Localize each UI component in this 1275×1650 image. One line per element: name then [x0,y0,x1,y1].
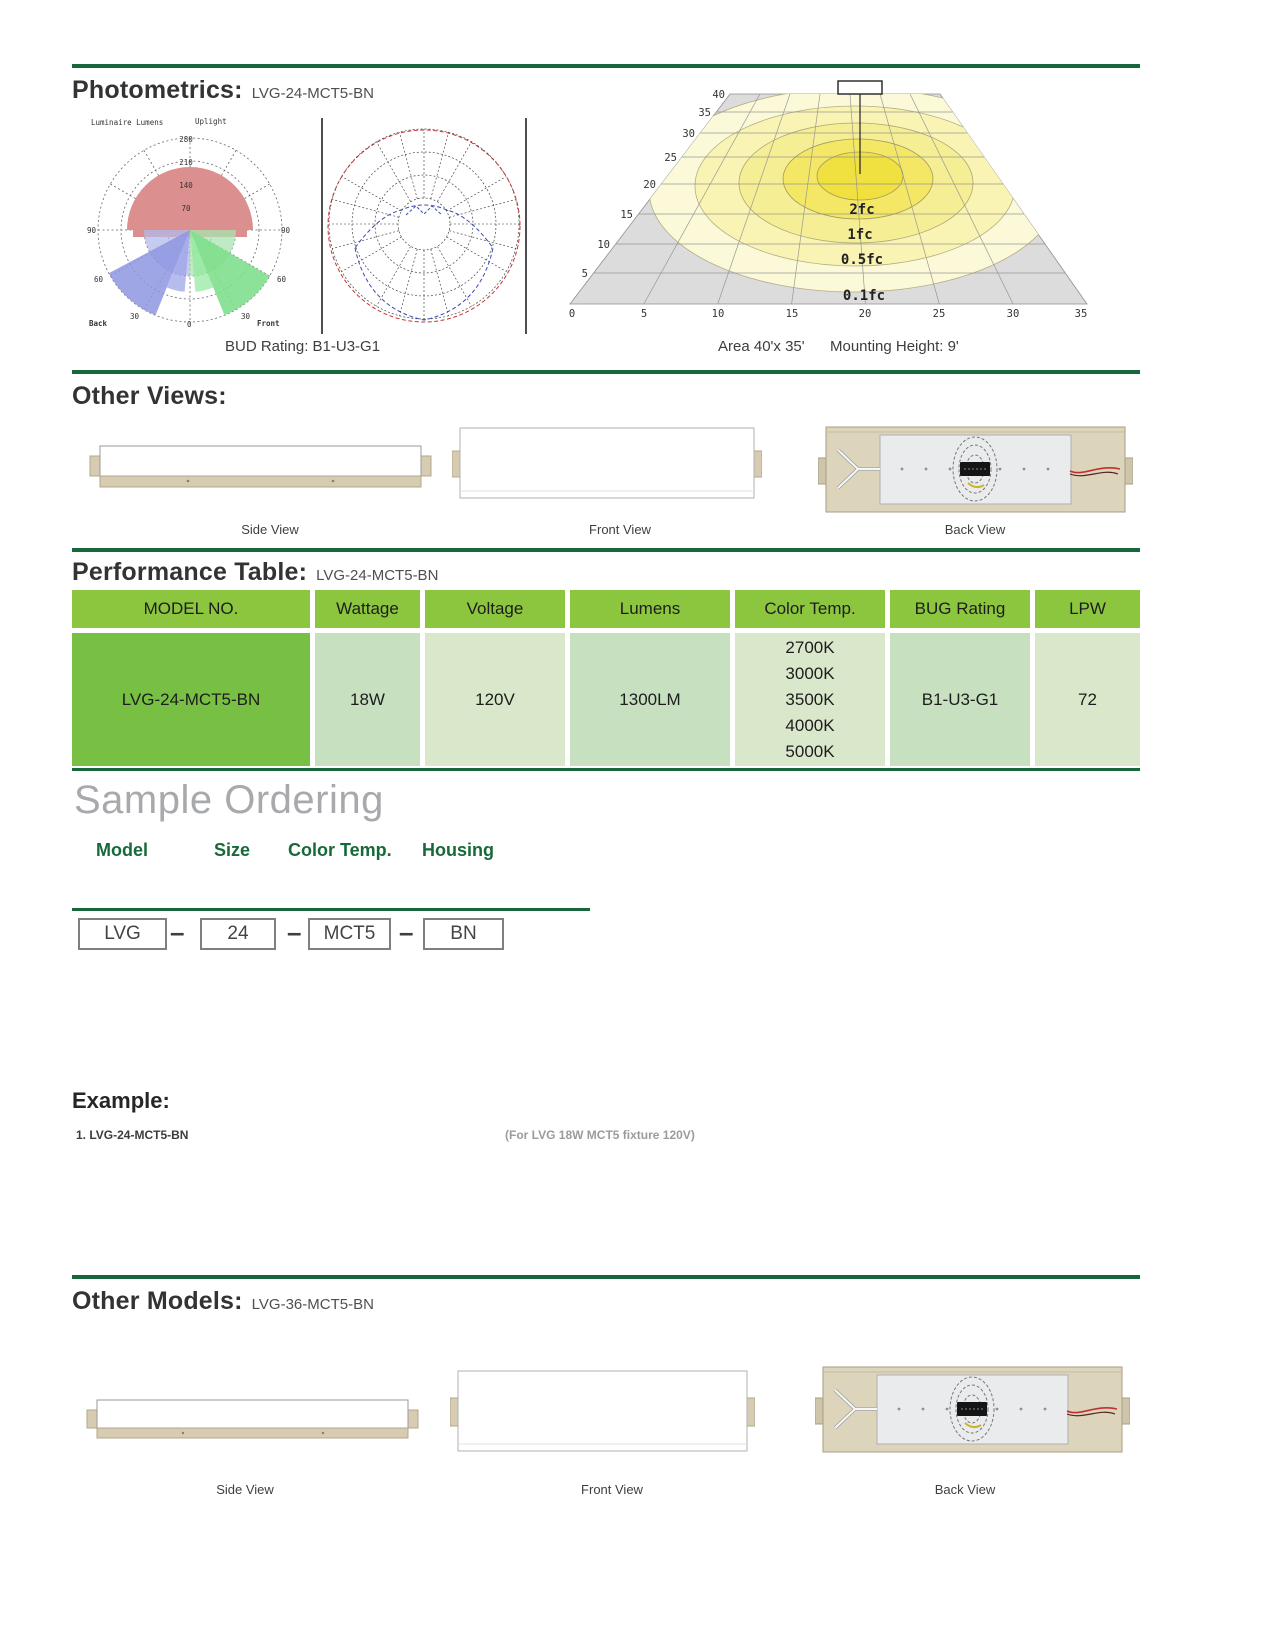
example-heading: Example: [72,1088,170,1113]
model-number: LVG-36-MCT5-BN [251,1296,374,1313]
x-tick: 30 [1006,308,1020,320]
column-header: MODEL NO. [72,590,310,628]
side-view-image [88,432,433,494]
uplight-zone [127,167,253,230]
mounting-height-label: Mounting Height: 9' [830,338,959,355]
side-view-image-other [85,1388,420,1446]
other-models-heading [72,1287,374,1316]
cell-voltage: 120V [425,633,565,766]
cell-model-no: LVG-24-MCT5-BN [72,633,310,766]
section-divider [72,548,1140,552]
polar-candela-chart [318,110,530,340]
column-header: Color Temp. [735,590,885,628]
model-number: LVG-24-MCT5-BN [251,85,374,102]
section-divider [72,768,1140,771]
section-title: Photometrics: [72,76,243,104]
back-label: Back [89,319,108,328]
x-tick: 15 [785,308,799,320]
performance-table-heading [72,558,438,587]
ring-label: 280 [179,135,193,144]
angle-label: 60 [277,275,287,284]
section-divider [72,64,1140,68]
ordering-code-model: LVG [78,918,167,950]
ordering-code-color-temp: MCT5 [308,918,391,950]
column-header: Voltage [425,590,565,628]
view-caption: Back View [934,1482,996,1497]
contour-label: 1fc [847,227,873,243]
column-header: LPW [1035,590,1140,628]
y-tick: 30 [682,128,695,140]
ordering-field-label: Size [214,840,251,860]
photometrics-heading [72,76,374,105]
front-view-image-other [450,1368,755,1456]
cell-lumens: 1300LM [570,633,730,766]
ring-label: 140 [179,181,193,190]
front-view-image [452,425,762,503]
ring-label: 210 [179,158,193,167]
nadir-label: 0 [187,320,192,329]
ordering-field-label: Housing [422,840,494,860]
x-tick: 35 [1074,308,1088,320]
other-views-heading [72,382,227,411]
angle-label: 90 [281,226,291,235]
table-header-row [72,590,1140,628]
ordering-dash: – [287,917,302,947]
bud-rating: BUD Rating: B1-U3-G1 [225,338,381,355]
front-label: Front [257,319,280,328]
ordering-code-housing: BN [423,918,504,950]
model-number: LVG-24-MCT5-BN [316,567,439,584]
cell-lpw: 72 [1035,633,1140,766]
angle-label: 90 [87,226,97,235]
table-row [72,633,1140,766]
back-view-image-other [815,1362,1130,1457]
example-item: 1. LVG-24-MCT5-BN [76,1128,189,1142]
x-tick: 5 [640,308,648,320]
section-title: Other Views: [72,382,227,410]
candela-curve-red [328,130,520,322]
chart-title: Luminaire Lumens [91,118,164,127]
contour-label: 0.5fc [840,252,884,268]
color-temp-option: 4000K [785,715,835,735]
section-title: Other Models: [72,1287,243,1315]
y-tick: 10 [597,239,610,251]
y-tick: 25 [664,152,677,164]
uplight-label: Uplight [195,117,227,126]
y-tick: 20 [643,179,656,191]
y-tick: 40 [712,89,725,101]
x-tick: 25 [932,308,946,320]
ordering-underline [72,908,590,911]
column-header: BUG Rating [890,590,1030,628]
performance-table [72,590,1140,766]
color-temp-option: 3500K [785,689,835,709]
y-tick: 15 [620,209,633,221]
x-tick: 0 [568,308,576,320]
x-tick: 10 [711,308,725,320]
cell-bug-rating: B1-U3-G1 [890,633,1030,766]
section-divider [72,1275,1140,1279]
ordering-code-size: 24 [200,918,276,950]
color-temp-option: 3000K [785,663,835,683]
zonal-lumens-chart [85,112,300,332]
angle-label: 30 [241,312,251,321]
isofootcandle-plot [562,72,1097,322]
ordering-field-label: Model [96,840,148,860]
ordering-dash: – [170,917,185,947]
cell-color-temp [735,633,885,766]
section-divider [72,370,1140,374]
ring-label: 70 [181,204,191,213]
cell-wattage: 18W [315,633,420,766]
angle-label: 30 [130,312,140,321]
color-temp-option: 5000K [785,741,835,761]
angle-label: 60 [94,275,104,284]
view-caption: Front View [581,1482,643,1497]
sample-ordering-title: Sample Ordering [74,778,384,822]
x-tick: 20 [858,308,872,320]
example-note: (For LVG 18W MCT5 fixture 120V) [505,1128,695,1142]
color-temp-option: 2700K [785,637,835,657]
contour-label: 0.1fc [842,288,886,304]
ordering-field-label: Color Temp. [288,840,392,860]
y-tick: 5 [581,268,588,280]
view-caption: Side View [241,522,299,537]
ordering-dash: – [399,917,414,947]
view-caption: Front View [589,522,651,537]
back-view-image [818,422,1133,517]
column-header: Wattage [315,590,420,628]
fixture-symbol [838,81,882,94]
section-title: Performance Table: [72,558,308,586]
area-label: Area 40'x 35' [718,338,805,355]
y-tick: 35 [698,107,711,119]
column-header: Lumens [570,590,730,628]
contour-label: 2fc [849,202,875,218]
view-caption: Back View [944,522,1006,537]
view-caption: Side View [216,1482,274,1497]
